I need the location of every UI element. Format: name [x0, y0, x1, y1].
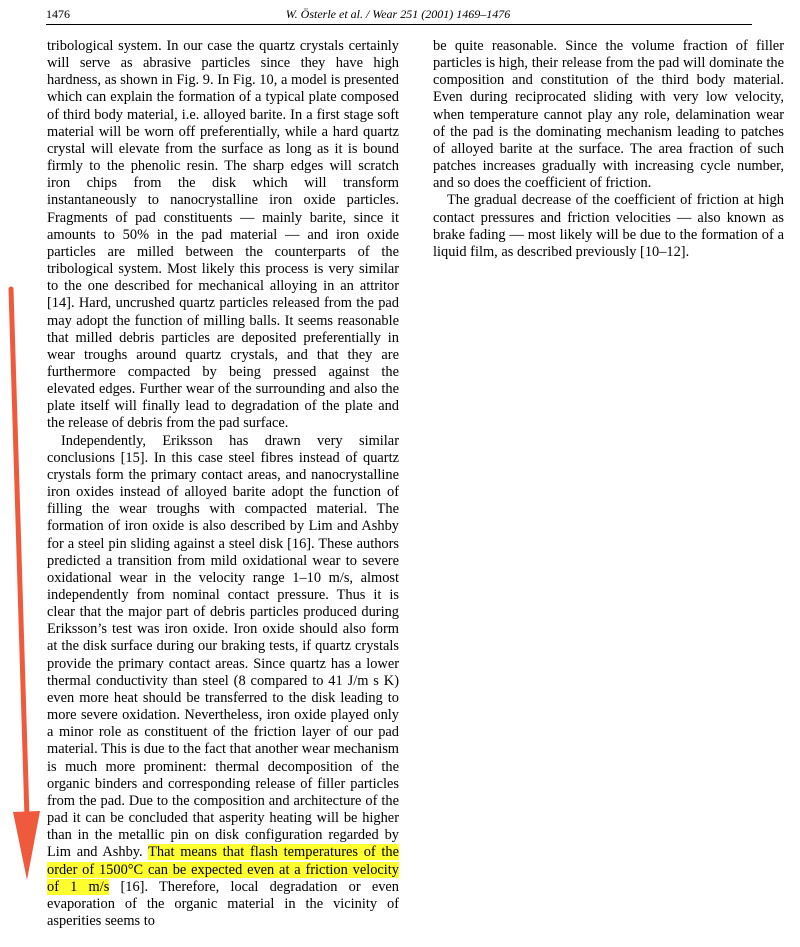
paragraph-text-end: [16]. Therefore, local degradation or even evaporation of the organic material in the vicinity of asperities seems to — [47, 878, 399, 929]
header-rule — [46, 24, 752, 25]
right-column — [433, 38, 784, 261]
paragraph-continued: tribological system. In our case the quartz crystals certainly will serve as abrasive particles since they have high hardness, as shown in Fig. 9. In Fig. 10, a model is presented which can explain the formation of a typical plate composed of third body material, i.e. alloyed barite. In a first stage soft material will be worn off preferentially, while a hard quartz crystal will elevate from the surface as long as it is bound firmly to the phenolic resin. The sharp edges will scratch iron chips from the disk which will transform instantaneously to nanocrystalline iron oxide particles. Fragments of pad constituents — mainly barite, since it amounts to 50% in the pad material — and iron oxide particles are milled between the counterparts of the tribological system. Most likely this process is very similar to the one described for mechanical alloying in an attritor [14]. Hard, uncrushed quartz particles released from the pad may adopt the function of milling balls. It seems reasonable that milled debris particles are deposited preferentially in wear troughs around quartz crystals, and that they are furthermore compacted by being pressed against the elevated edges. Further wear of the surrounding and also the plate itself will finally lead to degradation of the plate and the release of debris from the pad surface. — [47, 38, 399, 432]
page-number: 1476 — [46, 7, 70, 21]
arrow-shaft — [11, 289, 27, 818]
paragraph-brake-fading: The gradual decrease of the coefficient of friction at high contact pressures and friction velocities — also known as brake fading — most likely will be due to the formation of a liquid film, as described previously [10–12]. — [433, 192, 784, 260]
page-header — [46, 6, 750, 22]
paragraph-text: Independently, Eriksson has drawn very similar conclusions [15]. In this case steel fibres instead of quartz crystals form the primary contact areas, and nanocrystalline iron oxides instead of alloyed barite adopt the function of filling the wear troughs with compacted material. The formation of iron oxide is also described by Lim and Ashby for a steel pin sliding against a steel disk [16]. These authors predicted a transition from mild oxidational wear to severe oxidational wear in the velocity range 1–10 m/s, almost independently from nominal contact pressure. Thus it is clear that the major part of debris particles produced during Eriksson’s test was iron oxide. Iron oxide should also form at the disk surface during our braking tests, if quartz crystals provide the primary contact areas. Since quartz has a lower thermal conductivity than steel (8 compared to 41 J/m s K) even more heat should be transferred to the disk leading to more severe oxidation. Nevertheless, iron oxide played only a minor role as constituent of the friction layer of our pad material. This is due to the fact that another wear mechanism is much more prominent: thermal decomposition of the organic binders and corresponding release of filler particles from the pad. Due to the composition and architecture of the pad it can be concluded that asperity heating will be higher than in the metallic pin on disk configuration regarded by Lim and Ashby. — [47, 432, 399, 861]
paragraph-eriksson — [47, 433, 399, 931]
running-head: W. Österle et al. / Wear 251 (2001) 1469–1476 — [285, 7, 511, 21]
arrow-head — [13, 811, 40, 880]
paragraph-filler-release: be quite reasonable. Since the volume fraction of filler particles is high, their release from the pad will dominate the composition and constitution of the third body material. Even during reciprocated sliding with very low velocity, when temperature cannot play any role, delamination wear of the pad is the dominating mechanism leading to patches of alloyed barite at the surface. The area fraction of such patches increases gradually with increasing cycle number, and so does the coefficient of friction. — [433, 38, 784, 192]
highlighted-sentence[interactable]: That means that flash temperatures of the order of 1500°C can be expected even at a friction velocity of 1 m/s — [47, 844, 399, 895]
left-column — [47, 38, 399, 930]
